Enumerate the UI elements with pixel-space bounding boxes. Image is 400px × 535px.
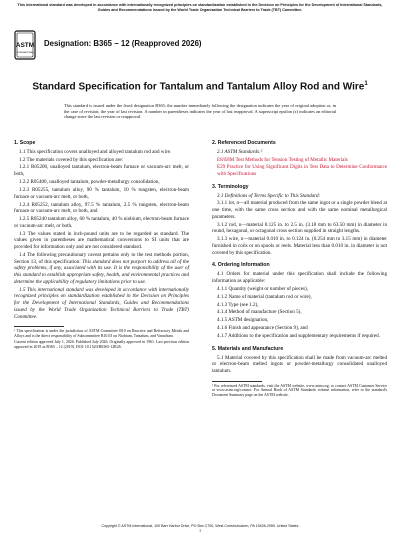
- para-1-4-text: 1.4 The following precautionary caveat pertains only to the test methods portion, Section 13, of this specification:: [14, 252, 189, 265]
- document-title: [14, 78, 386, 93]
- title-footnote-mark: 1: [364, 81, 368, 87]
- para-4-1: 4.1 Orders for material under this specification shall include the following information as applicable:: [212, 271, 387, 284]
- ref-e29-link[interactable]: E29 Practice for Using Significant Digits in Test Data to Determine Conformance with Specifications: [217, 164, 387, 178]
- para-1-3: 1.3 The values stated in inch-pound units are to be regarded as standard. The values given in parentheses are mathematical conversions to SI units that are provided for information only and are not considered standard.: [14, 230, 189, 251]
- para-1-2-1: 1.2.1 R05200, unalloyed tantalum, electron-beam furnace or vacuum-arc melt, or both,: [14, 164, 189, 178]
- para-1-2-2: 1.2.2 R05400, unalloyed tantalum, powder-metallurgy consolidation,: [19, 179, 160, 186]
- para-3-1-2: 3.1.2 rod, n—material 0.125 in. to 2.5 in. (3.18 mm to 63.50 mm) in diameter in round, hexagonal, or octagonal cross section supplied in straight lengths.: [212, 221, 387, 235]
- svg-text:INTERNATIONAL: INTERNATIONAL: [16, 52, 34, 54]
- footnote-2: ² For referenced ASTM standards, visit the ASTM website, www.astm.org, or contact ASTM Customer Service at www.astm.org/contact. For Annual Book of ASTM Standards volume information, refer to the standard's Document Summary page on the ASTM website.: [212, 383, 387, 398]
- footnote-rule-right: [212, 381, 262, 382]
- para-4-1-4: 4.1.4 Method of manufacture (Section 5),: [217, 309, 302, 316]
- svg-text:ASTM: ASTM: [15, 42, 35, 49]
- para-4-1-5: 4.1.5 ASTM designation,: [217, 317, 269, 324]
- right-column: [212, 140, 387, 399]
- para-1-2-3: 1.2.3 R05255, tantalum alloy, 90 % tantalum, 10 % tungsten, electron-beam furnace or vacuum-arc melt, or both,: [14, 186, 189, 200]
- page-number: 1: [198, 528, 202, 533]
- para-5-1: 5.1 Material covered by this specification shall be made from vacuum-arc melted or electron-beam melted ingots or powder-metallurgy consolidated unalloyed tantalum.: [212, 354, 387, 374]
- footnote-1: ¹ This specification is under the jurisdiction of ASTM Committee B10 on Reactive and Refractory Metals and Alloys and is the direct responsibility of Subcommittee B10.03 on Niobium, Tantalum, and Vanadium.: [14, 329, 189, 339]
- copyright-footer: Copyright © ASTM International, 100 Barr Harbor Drive, PO Box C700, West Conshohocken, PA 19428-2959. United States: [101, 524, 299, 528]
- title-text: Standard Specification for Tantalum and Tantalum Alloy Rod and Wire: [32, 81, 365, 93]
- left-column: [14, 140, 189, 351]
- para-1-1: 1.1 This specification covers unalloyed and alloyed tantalum rod and wire.: [19, 148, 172, 155]
- ref-e29[interactable]: [212, 164, 387, 177]
- para-4-1-6: 4.1.6 Finish and appearance (Section 9), and: [217, 325, 308, 332]
- para-4-1-7: 4.1.7 Additions to the specification and supplementary requirements if required.: [217, 333, 380, 340]
- para-4-1-2: 4.1.2 Name of material (tantalum rod or wire),: [217, 293, 312, 300]
- para-4-1-1: 4.1.1 Quantity (weight or number of pieces),: [217, 285, 308, 292]
- para-4-1-3: 4.1.3 Type (see 1.2),: [217, 301, 259, 308]
- section-scope-heading: 1. Scope: [14, 140, 36, 146]
- designation: Designation: B365 − 12 (Reapproved 2026): [44, 39, 202, 48]
- para-2-1: 2.1 ASTM Standards:²: [217, 148, 263, 155]
- para-1-5: 1.5 This international standard was developed in accordance with internationally recognized principles on standardization established in the Decision on Principles for the Development of International Standards, Guides and Recommendations issued by the World Trade Organization Technical Barriers to Trade (TBT) Committee.: [14, 286, 189, 320]
- issuance-note: This standard is issued under the fixed designation B365; the number immediately following the designation indicates the year of original adoption or, in the case of revision, the year of last revision. A number in parentheses indicates the year of last reapproval. A superscript epsilon (ε) indicates an editorial change since the last revision or reapproval.: [64, 103, 336, 120]
- footnote-1-edition: Current edition approved July 1, 2026. Published July 2026. Originally approved in 1961. Last previous edition approved in 2019 as B365 – 12 (2019). DOI: 10.1520/B0365-12R26.: [14, 340, 189, 349]
- para-1-2-5: 1.2.5 R05240 tantalum alloy, 60 % tantalum, 40 % niobium, electron-beam furnace or vacuum-arc melt, or both.: [14, 216, 189, 229]
- para-3-1: 3.1 Definitions of Terms Specific to This Standard:: [217, 192, 321, 199]
- para-1-2-4: 1.2.4 R05252, tantalum alloy, 97.5 % tantalum, 2.5 % tungsten, electron-beam furnace or vacuum-arc melt, or both, and: [14, 201, 189, 215]
- para-1-4: [14, 252, 189, 286]
- wto-notice: This international standard was developed in accordance with internationally recognized principles on standardization established in the Decision on Principles for the Development of International Standards, Guides and Recommendations issued by the World Trade Organization Technical Barriers to Trade (TBT) Committee.: [17, 3, 383, 12]
- para-1-2: 1.2 The materials covered by this specification are:: [19, 156, 124, 163]
- section-terminology-heading: 3. Terminology: [212, 183, 249, 190]
- section-materials-heading: 5. Materials and Manufacture: [212, 345, 284, 352]
- astm-logo: [14, 30, 36, 60]
- safety-caveat: This standard does not purport to address all of the safety problems, if any, associated with its use. It is the responsibility of the user of this standard to establish appropriate safety, health, and environmental practices and determine the applicability of regulatory limitations prior to use.: [14, 258, 189, 285]
- ref-e8[interactable]: [212, 157, 387, 164]
- footnote-rule: [14, 326, 64, 327]
- ref-e8-link[interactable]: E8/E8M Test Methods for Tension Testing of Metallic Materials: [217, 156, 348, 163]
- para-3-1-3: 3.1.3 wire, n—material 0.010 in. to 0.124 in. (0.254 mm to 3.15 mm) in diameter furnished in coils or on spools or reels. Material less than 0.010 in. in diameter is not covered by this specification.: [212, 236, 387, 256]
- section-ordering-heading: 4. Ordering Information: [212, 262, 270, 269]
- section-referenced-documents-heading: 2. Referenced Documents: [212, 140, 276, 146]
- para-3-1-1: 3.1.1 lot, n—all material produced from the same ingot or a single powder blend at one time, with the same cross section and with the same nominal metallurgical parameters.: [212, 200, 387, 220]
